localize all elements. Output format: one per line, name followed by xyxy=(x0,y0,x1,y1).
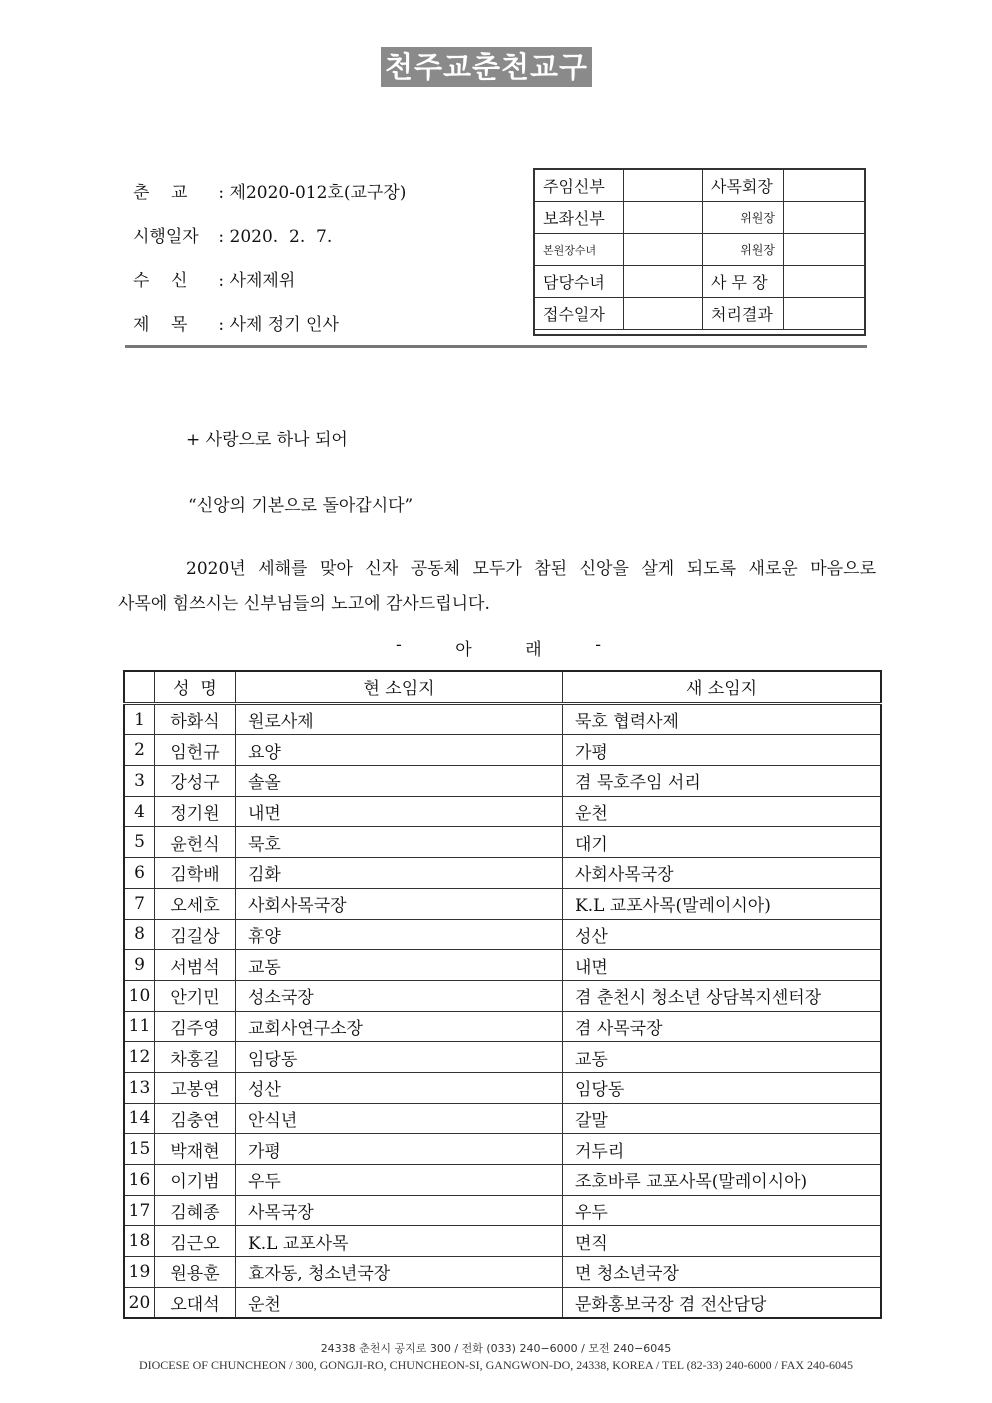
meta-date xyxy=(133,222,332,247)
row-name: 서범석 xyxy=(155,950,236,981)
row-current-post: 교동 xyxy=(236,950,563,981)
row-number: 2 xyxy=(124,735,155,766)
body-line-1: 2020년 세해를 맞아 신자 공동체 모두가 참된 신앙을 살게 되도록 새로운 마음으로 xyxy=(186,559,876,579)
table-row xyxy=(124,1257,881,1288)
row-name: 강성구 xyxy=(155,766,236,797)
row-new-post: 운천 xyxy=(563,796,882,827)
row-name: 오세호 xyxy=(155,888,236,919)
footer-english-address: DIOCESE OF CHUNCHEON / 300, GONGJI-RO, CHUNCHEON-SI, GANGWON-DO, 24338, KOREA / TEL (82-33) 240-6000 / FAX 240-6045 xyxy=(138,1358,854,1372)
row-name: 안기민 xyxy=(155,980,236,1011)
footer-korean-address: 24338 춘천시 공지로 300 / 전화 (033) 240−6000 / 모전 240−6045 xyxy=(320,1342,672,1355)
approval-sign xyxy=(624,234,703,266)
approval-sign xyxy=(784,202,865,234)
meta-label: 춘 교 xyxy=(133,183,188,203)
row-number: 9 xyxy=(124,950,155,981)
meta-sep: : xyxy=(213,183,230,203)
row-new-post: 가평 xyxy=(563,735,882,766)
row-new-post: 임당동 xyxy=(563,1072,882,1103)
row-current-post: 요양 xyxy=(236,735,563,766)
meta-sep: : xyxy=(213,315,230,335)
meta-doc-number xyxy=(133,178,406,203)
meta-label: 제 목 xyxy=(133,315,188,335)
row-number: 13 xyxy=(124,1072,155,1103)
table-row xyxy=(124,827,881,858)
approval-sign xyxy=(624,202,703,234)
table-row xyxy=(124,858,881,889)
header-new: 새 소임지 xyxy=(563,671,882,703)
row-new-post: 대기 xyxy=(563,827,882,858)
row-number: 3 xyxy=(124,766,155,797)
meta-value: 2020. 2. 7. xyxy=(229,227,333,247)
row-number: 5 xyxy=(124,827,155,858)
row-new-post: 면 청소년국장 xyxy=(563,1257,882,1288)
approval-sign xyxy=(624,298,703,330)
row-number: 4 xyxy=(124,796,155,827)
table-row xyxy=(124,703,881,735)
meta-sep: : xyxy=(213,227,230,247)
approval-label: 담당수녀 xyxy=(535,266,624,298)
heading-dash: - xyxy=(595,635,601,655)
meta-value: 사제제위 xyxy=(229,271,296,291)
row-new-post: 사회사목국장 xyxy=(563,858,882,889)
greeting: + 사랑으로 하나 되어 xyxy=(186,430,348,450)
row-name: 김주영 xyxy=(155,1011,236,1042)
row-number: 15 xyxy=(124,1134,155,1165)
table-row xyxy=(124,735,881,766)
approval-label: 보좌신부 xyxy=(535,202,624,234)
row-name: 원용훈 xyxy=(155,1257,236,1288)
approval-sign xyxy=(784,266,865,298)
row-current-post: 성소국장 xyxy=(236,980,563,1011)
row-name: 고봉연 xyxy=(155,1072,236,1103)
approval-sign xyxy=(784,298,865,330)
row-current-post: 내면 xyxy=(236,796,563,827)
row-name: 오대석 xyxy=(155,1287,236,1318)
row-new-post: K.L 교포사목(말레이시아) xyxy=(563,888,882,919)
heading-char: 래 xyxy=(525,640,542,660)
table-row xyxy=(124,1134,881,1165)
row-current-post: 효자동, 청소년국장 xyxy=(236,1257,563,1288)
meta-label: 시행일자 xyxy=(133,227,199,247)
approval-label: 접수일자 xyxy=(535,298,624,330)
row-name: 박재현 xyxy=(155,1134,236,1165)
row-number: 14 xyxy=(124,1103,155,1134)
header-name: 성 명 xyxy=(155,671,236,703)
approval-label: 주임신부 xyxy=(535,170,624,202)
table-row xyxy=(124,1042,881,1073)
meta-recipient xyxy=(133,266,295,291)
header-divider xyxy=(125,345,867,348)
row-name: 차홍길 xyxy=(155,1042,236,1073)
row-new-post: 면직 xyxy=(563,1226,882,1257)
row-number: 7 xyxy=(124,888,155,919)
row-number: 17 xyxy=(124,1195,155,1226)
row-current-post: 가평 xyxy=(236,1134,563,1165)
heading-dash: - xyxy=(396,635,402,655)
meta-sep: : xyxy=(213,271,230,291)
section-heading xyxy=(396,635,601,660)
table-row xyxy=(124,796,881,827)
approval-sign xyxy=(624,266,703,298)
row-name: 윤헌식 xyxy=(155,827,236,858)
row-name: 김혜종 xyxy=(155,1195,236,1226)
approval-label: 본원장수녀 xyxy=(535,234,624,266)
assignment-table xyxy=(123,670,882,1319)
row-current-post: K.L 교포사목 xyxy=(236,1226,563,1257)
row-number: 19 xyxy=(124,1257,155,1288)
body-line-2: 사목에 힘쓰시는 신부님들의 노고에 감사드립니다. xyxy=(118,594,490,614)
row-new-post: 성산 xyxy=(563,919,882,950)
table-row xyxy=(124,888,881,919)
row-new-post: 교동 xyxy=(563,1042,882,1073)
row-number: 10 xyxy=(124,980,155,1011)
row-current-post: 사회사목국장 xyxy=(236,888,563,919)
table-row xyxy=(124,1195,881,1226)
approval-sign xyxy=(784,234,865,266)
row-current-post: 안식년 xyxy=(236,1103,563,1134)
approval-label: 사목회장 xyxy=(703,170,784,202)
approval-label: 처리결과 xyxy=(703,298,784,330)
row-current-post: 교회사연구소장 xyxy=(236,1011,563,1042)
row-number: 6 xyxy=(124,858,155,889)
approval-sign xyxy=(624,170,703,202)
row-new-post: 조호바루 교포사목(말레이시아) xyxy=(563,1165,882,1196)
row-new-post: 겸 묵호주임 서리 xyxy=(563,766,882,797)
row-current-post: 솔올 xyxy=(236,766,563,797)
table-row xyxy=(124,980,881,1011)
row-number: 8 xyxy=(124,919,155,950)
row-number: 12 xyxy=(124,1042,155,1073)
heading-char: 아 xyxy=(455,640,472,660)
approval-label: 위원장 xyxy=(703,234,784,266)
row-new-post: 우두 xyxy=(563,1195,882,1226)
header-no xyxy=(124,671,155,703)
table-row xyxy=(124,950,881,981)
body-paragraph xyxy=(118,552,876,622)
approval-box xyxy=(534,169,865,330)
row-current-post: 사목국장 xyxy=(236,1195,563,1226)
row-new-post: 문화홍보국장 겸 전산담당 xyxy=(563,1287,882,1318)
meta-label: 수 신 xyxy=(133,271,188,291)
table-row xyxy=(124,1011,881,1042)
row-name: 김근오 xyxy=(155,1226,236,1257)
diocese-banner: 천주교춘천교구 xyxy=(381,47,592,87)
row-new-post: 거두리 xyxy=(563,1134,882,1165)
meta-subject xyxy=(133,310,339,335)
table-header-row xyxy=(124,671,881,703)
table-row xyxy=(124,1165,881,1196)
row-new-post: 갈말 xyxy=(563,1103,882,1134)
approval-sign xyxy=(784,170,865,202)
row-number: 1 xyxy=(124,703,155,735)
row-current-post: 휴양 xyxy=(236,919,563,950)
row-name: 김충연 xyxy=(155,1103,236,1134)
row-current-post: 성산 xyxy=(236,1072,563,1103)
table-row xyxy=(124,1287,881,1318)
motto: “신앙의 기본으로 돌아갑시다” xyxy=(188,496,414,516)
row-new-post: 묵호 협력사제 xyxy=(563,703,882,735)
row-name: 임헌규 xyxy=(155,735,236,766)
header-current: 현 소임지 xyxy=(236,671,563,703)
row-current-post: 우두 xyxy=(236,1165,563,1196)
meta-value: 사제 정기 인사 xyxy=(229,315,339,335)
table-row xyxy=(124,766,881,797)
approval-label: 위원장 xyxy=(703,202,784,234)
row-new-post: 겸 사목국장 xyxy=(563,1011,882,1042)
approval-label: 사 무 장 xyxy=(703,266,784,298)
row-current-post: 임당동 xyxy=(236,1042,563,1073)
row-number: 11 xyxy=(124,1011,155,1042)
row-number: 18 xyxy=(124,1226,155,1257)
row-number: 16 xyxy=(124,1165,155,1196)
row-name: 김길상 xyxy=(155,919,236,950)
row-new-post: 내면 xyxy=(563,950,882,981)
table-row xyxy=(124,1103,881,1134)
row-current-post: 운천 xyxy=(236,1287,563,1318)
row-current-post: 김화 xyxy=(236,858,563,889)
row-name: 이기범 xyxy=(155,1165,236,1196)
table-row xyxy=(124,919,881,950)
row-name: 하화식 xyxy=(155,703,236,735)
table-row xyxy=(124,1226,881,1257)
meta-value: 제2020-012호(교구장) xyxy=(229,183,407,203)
row-name: 정기원 xyxy=(155,796,236,827)
table-row xyxy=(124,1072,881,1103)
row-name: 김학배 xyxy=(155,858,236,889)
row-current-post: 원로사제 xyxy=(236,703,563,735)
row-number: 20 xyxy=(124,1287,155,1318)
row-new-post: 겸 춘천시 청소년 상담복지센터장 xyxy=(563,980,882,1011)
row-current-post: 묵호 xyxy=(236,827,563,858)
